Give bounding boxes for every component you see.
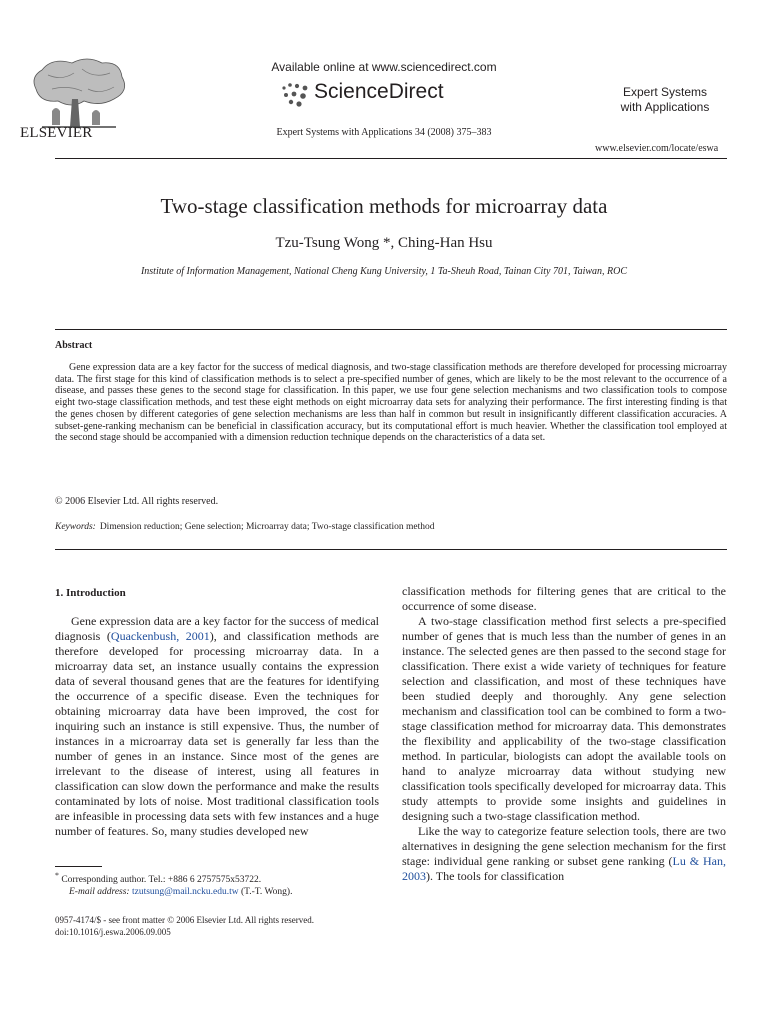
journal-name-block	[600, 85, 730, 115]
journal-url[interactable]: www.elsevier.com/locate/eswa	[595, 143, 719, 154]
citation-link-lu-han[interactable]: Lu & Han, 2003	[402, 854, 727, 883]
intro-paragraph-1: Gene expression data are a key factor for the success of medical diagnosis (Quackenbush, 2001), and classification methods are therefore developed for processing microarray data. In a microarray data set, an instance usually contains the expression data of several thousand genes that are the features for identifying the occurrence of a specific disease. Even the techniques for obtaining microarray data have been improved, the cost for inquiring such an instance is still expensive. Thus, the number of instances in a microarray data set is generally far less than the number of genes in an instance. Since most of the genes are irrelevant to the disease of interest, using all features in classification can slow down the performance and make the results contaminated by lots of noise. Most traditional classification tools are infeasible in processing data sets with few instances and a huge number of features. So, many studies developed new	[55, 614, 379, 838]
left-column	[55, 614, 379, 839]
publisher-name: ELSEVIER	[20, 125, 93, 141]
sciencedirect-wordmark: ScienceDirect	[314, 80, 444, 103]
keywords-line	[55, 522, 435, 532]
issn-doi-block	[55, 914, 314, 938]
article-authors: Tzu-Tsung Wong *, Ching-Han Hsu	[275, 235, 493, 251]
section-heading-introduction: 1. Introduction	[55, 587, 126, 599]
author-affiliation: Institute of Information Management, National Cheng Kung University, 1 Ta-Sheuh Road, Tainan City 701, Taiwan, ROC	[140, 266, 628, 277]
intro-paragraph-2: A two-stage classification method first selects a pre-specified number of genes that is much less than the number of genes in an instance. The selected genes are then passed to the second stage for classification. There exist a wide variety of techniques for feature selection and classification, and most of these techniques have been studied deeply and thoroughly. Any gene selection mechanism and classification tool can be combined to form a two-stage classification method for microarray data. This demonstrates the flexibility and applicability of the two-stage classification method. In particular, biologists can adopt the available tools on hand to analyze microarray data without studying new classification tools specifically developed for microarray data. This study attempts to provide some insights and guidelines in designing such a two-stage classification method.	[402, 614, 726, 823]
corresponding-author-footnote	[55, 870, 385, 898]
doi-line[interactable]: doi:10.1016/j.eswa.2006.09.005	[55, 927, 171, 937]
footnote-mark: *	[55, 871, 59, 880]
email-label: E-mail address:	[69, 887, 130, 898]
citation-link-quackenbush[interactable]: Quackenbush, 2001	[110, 629, 210, 643]
issn-line: 0957-4174/$ - see front matter © 2006 Elsevier Ltd. All rights reserved.	[55, 915, 315, 925]
corresponding-author-text: Corresponding author. Tel.: +886 6 2757575x53722.	[61, 875, 262, 886]
intro-paragraph-continued: classification methods for filtering genes that are critical to the occurrence of some disease.	[402, 584, 726, 613]
author-email-link[interactable]: tzutsung@mail.ncku.edu.tw	[131, 887, 239, 898]
email-suffix: (T.-T. Wong).	[241, 887, 293, 898]
keywords-values: Dimension reduction; Gene selection; Microarray data; Two-stage classification method	[99, 522, 435, 532]
journal-citation: Expert Systems with Applications 34 (2008) 375–383	[276, 127, 492, 138]
abstract-copyright: © 2006 Elsevier Ltd. All rights reserved.	[55, 496, 219, 507]
abstract-text: Gene expression data are a key factor for the success of medical diagnosis, and two-stage classification methods are therefore developed for processing microarray data. The first stage for this kind of classification methods is to select a pre-specified number of genes, which are likely to be the most relevant to the occurrence of a disease, and passes these genes to the second stage for classification. In this paper, we use four gene selection mechanisms and two classification tools to compose eight two-stage classification methods, and test these eight methods on eight microarray data sets for analyzing their performance. The first interesting finding is that the genes chosen by different categories of gene selection mechanisms are less than half in common but result in insignificantly different classification accuracies. A subset-gene-ranking mechanism can be beneficial in classification accuracy, but its computational effort is much heavier. Whether the classification tool employed at the second stage should be accompanied with a dimension reduction technique depends on the characteristics of a data set.	[55, 362, 727, 444]
footnote-rule	[55, 866, 102, 867]
journal-name-line1: Expert Systems	[622, 85, 708, 99]
sciencedirect-dots-icon	[280, 82, 312, 108]
keywords-label: Keywords:	[55, 522, 96, 532]
abstract-top-rule	[55, 329, 727, 330]
journal-name-line2: with Applications	[620, 100, 710, 114]
intro-paragraph-3: Like the way to categorize feature selection tools, there are two alternatives in designing the gene selection mechanism for the first stage: individual gene ranking or subset gene ranking (Lu & Han, 2003). The tools for classification	[402, 824, 727, 883]
abstract-heading: Abstract	[55, 340, 93, 351]
abstract-bottom-rule	[55, 549, 727, 550]
header-rule	[55, 158, 727, 159]
available-online-text: Available online at www.sciencedirect.com	[271, 60, 497, 74]
article-title: Two-stage classification methods for microarray data	[160, 194, 608, 218]
right-column	[402, 584, 726, 884]
